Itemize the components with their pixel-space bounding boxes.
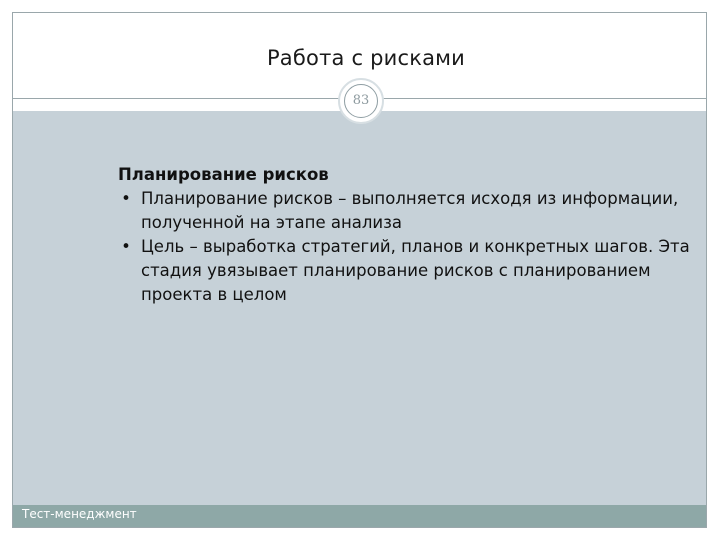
bullet-text: Планирование рисков – выполняется исходя из информации, полученной на этапе анализа — [141, 189, 679, 232]
bullet-item — [118, 235, 698, 307]
bullet-item — [118, 187, 698, 235]
section-heading: Планирование рисков — [118, 165, 329, 184]
slide-title: Работа с рисками — [266, 46, 466, 70]
footer-label: Тест-менеджмент — [22, 507, 137, 521]
bullet-icon: • — [121, 237, 131, 256]
bullet-text: Цель – выработка стратегий, планов и конкретных шагов. Эта стадия увязывает планирование рисков с планированием проекта в целом — [141, 237, 690, 304]
page-number: 83 — [344, 84, 378, 118]
slide-body — [118, 163, 698, 307]
bullet-icon: • — [121, 189, 131, 208]
